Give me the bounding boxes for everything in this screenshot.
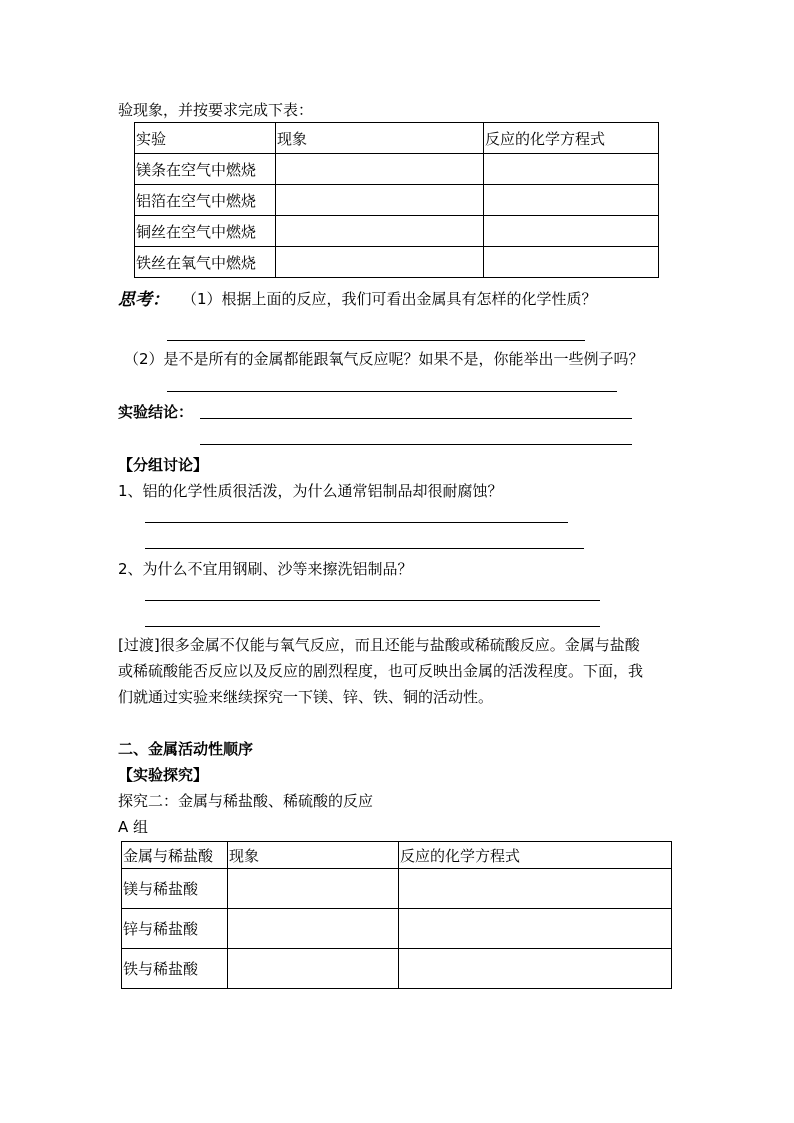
table-row [135,216,659,247]
transition-line-1: [过渡]很多金属不仅能与氧气反应，而且还能与盐酸或稀硫酸反应。金属与盐酸 [118,636,640,654]
think-label: 思考： [118,290,169,310]
table-row [122,869,672,909]
table1-cell-phenomenon[interactable] [276,216,484,247]
table2-cell-metal: 镁与稀盐酸 [122,869,228,909]
table1-cell-equation[interactable] [484,216,659,247]
conclusion-label: 实验结论： [118,403,194,421]
answer-line[interactable] [145,522,568,523]
table1-header-experiment: 实验 [135,123,276,154]
transition-line-3: 们就通过实验来继续探究一下镁、锌、铁、铜的活动性。 [118,688,494,706]
table2-cell-metal: 锌与稀盐酸 [122,909,228,949]
experiment-table-acid [121,841,672,989]
table2-cell-phenomenon[interactable] [228,909,399,949]
group-a-label: A 组 [118,818,149,836]
table1-cell-phenomenon[interactable] [276,185,484,216]
answer-line[interactable] [200,418,632,419]
table2-header-equation: 反应的化学方程式 [399,842,672,869]
think-question-1: （1）根据上面的反应，我们可看出金属具有怎样的化学性质？ [182,290,597,308]
table1-header-equation: 反应的化学方程式 [484,123,659,154]
table-row [122,949,672,989]
answer-line[interactable] [145,548,584,549]
table1-cell-experiment: 镁条在空气中燃烧 [135,154,276,185]
table1-cell-equation[interactable] [484,185,659,216]
table1-header-phenomenon: 现象 [276,123,484,154]
experiment-table-oxygen [134,122,659,278]
table-row [122,909,672,949]
discussion-question-2: 2、为什么不宜用钢刷、沙等来擦洗铝制品？ [118,560,413,578]
answer-line[interactable] [167,340,585,341]
experiment-title: 【实验探究】 [118,766,209,784]
table1-cell-experiment: 铝箔在空气中燃烧 [135,185,276,216]
transition-line-2: 或稀硫酸能否反应以及反应的剧烈程度，也可反映出金属的活泼程度。下面，我 [118,662,644,680]
think-question-2: （2）是不是所有的金属都能跟氧气反应呢？如果不是，你能举出一些例子吗？ [124,350,644,368]
table-row [135,154,659,185]
table2-cell-equation[interactable] [399,869,672,909]
table-row [135,185,659,216]
section-2-title: 二、金属活动性顺序 [118,740,254,758]
table2-cell-phenomenon[interactable] [228,869,399,909]
table2-cell-phenomenon[interactable] [228,949,399,989]
answer-line[interactable] [145,626,600,627]
table1-cell-experiment: 铁丝在氧气中燃烧 [135,247,276,278]
discussion-question-1: 1、铝的化学性质很活泼，为什么通常铝制品却很耐腐蚀？ [118,482,503,500]
table2-header-phenomenon: 现象 [228,842,399,869]
answer-line[interactable] [200,444,632,445]
table-row [135,247,659,278]
answer-line[interactable] [167,391,617,392]
table1-cell-equation[interactable] [484,154,659,185]
table1-cell-phenomenon[interactable] [276,154,484,185]
table2-cell-metal: 铁与稀盐酸 [122,949,228,989]
answer-line[interactable] [145,600,600,601]
table2-cell-equation[interactable] [399,949,672,989]
intro-text: 验现象，并按要求完成下表： [118,101,314,119]
table1-cell-phenomenon[interactable] [276,247,484,278]
group-discussion-title: 【分组讨论】 [118,456,209,474]
table1-cell-experiment: 铜丝在空气中燃烧 [135,216,276,247]
table1-cell-equation[interactable] [484,247,659,278]
table2-cell-equation[interactable] [399,909,672,949]
explore-2-title: 探究二：金属与稀盐酸、稀硫酸的反应 [118,792,374,810]
table2-header-metal: 金属与稀盐酸 [122,842,228,869]
